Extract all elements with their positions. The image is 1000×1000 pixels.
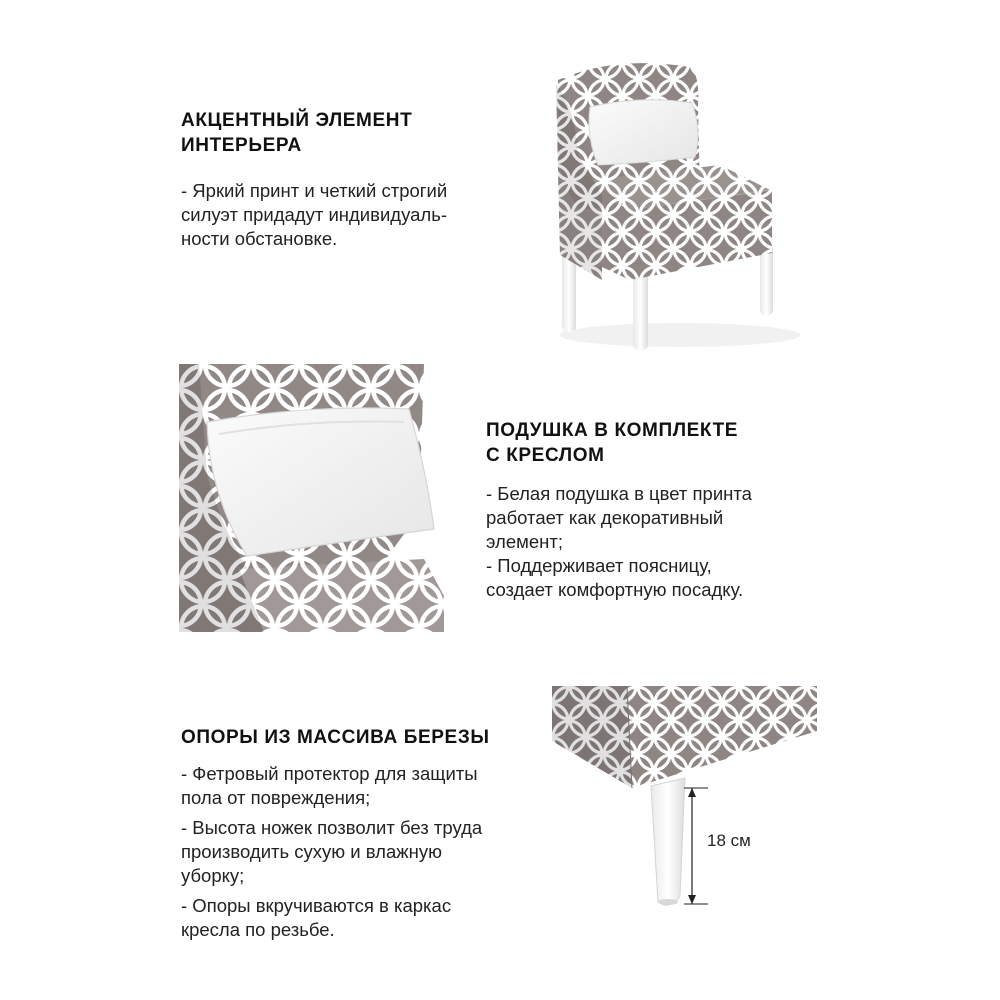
text-line: ности обстановке. — [181, 228, 338, 249]
heading-line: ОПОРЫ ИЗ МАССИВА БЕРЕЗЫ — [181, 727, 490, 748]
leg-height-label: 18 см — [707, 831, 751, 850]
section-1-heading — [181, 108, 412, 158]
text-line: силуэт придадут индивидуаль- — [181, 204, 448, 225]
pillow-closeup-photo — [179, 364, 444, 632]
text-line: - Высота ножек позволит без труда — [181, 817, 483, 838]
section-3-heading — [181, 725, 490, 750]
text-line: производить сухую и влажную — [181, 841, 442, 862]
armchair-photo — [520, 45, 820, 365]
heading-line: С КРЕСЛОМ — [486, 445, 605, 466]
heading-line: ИНТЕРЬЕРА — [181, 135, 302, 156]
text-line: - Поддерживает поясницу, — [486, 555, 712, 576]
text-line: кресла по резьбе. — [181, 919, 335, 940]
section-2-heading — [486, 418, 738, 468]
section-3-text — [181, 762, 482, 942]
heading-line: АКЦЕНТНЫЙ ЭЛЕМЕНТ — [181, 110, 413, 131]
section-2-text — [486, 482, 752, 602]
text-line: работает как декоративный — [486, 507, 724, 528]
text-line: пола от повреждения; — [181, 787, 371, 808]
heading-line: ПОДУШКА В КОМПЛЕКТЕ — [486, 420, 739, 441]
text-line: уборку; — [181, 865, 245, 886]
text-line: создает комфортную посадку. — [486, 579, 744, 600]
text-line: - Белая подушка в цвет принта — [486, 483, 752, 504]
text-line: элемент; — [486, 531, 563, 552]
section-1-text — [181, 179, 447, 251]
text-line: - Фетровый протектор для защиты — [181, 763, 478, 784]
text-line: - Опоры вкручиваются в каркас — [181, 895, 452, 916]
leg-closeup-photo — [552, 686, 817, 926]
text-line: - Яркий принт и четкий строгий — [181, 180, 448, 201]
